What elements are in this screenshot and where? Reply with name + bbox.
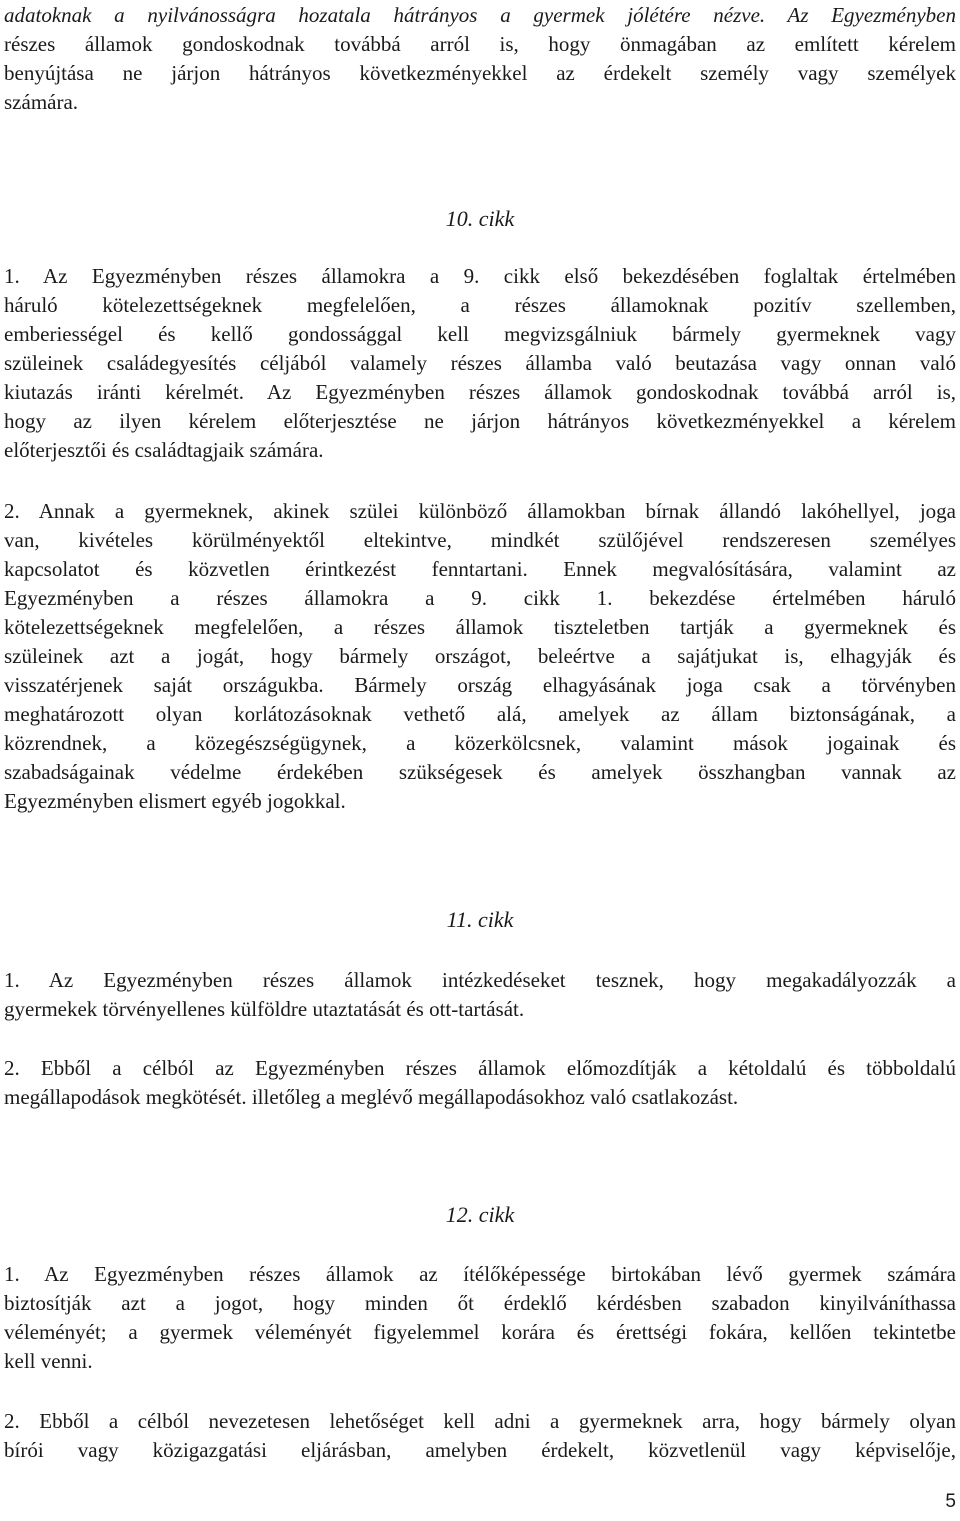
text-line: szabadságainak védelme érdekében szükségesek és amelyek összhangban vannak az bbox=[4, 760, 956, 784]
text-line: gyermekek törvényellenes külföldre utaztatását és ott-tartását. bbox=[4, 997, 525, 1021]
text-line: 2. Ebből a célból az Egyezményben részes államok előmozdítják a kétoldalú és többoldalú bbox=[4, 1056, 956, 1080]
text-line: 1. Az Egyezményben részes államok intézkedéseket tesznek, hogy megakadályozzák a bbox=[4, 968, 956, 992]
text-line: közrendnek, a közegészségügynek, a közerkölcsnek, valamint mások jogainak és bbox=[4, 731, 956, 755]
text-line: véleményét; a gyermek véleményét figyelemmel korára és érettségi fokára, kellően tekintetbe bbox=[4, 1320, 956, 1344]
document-page bbox=[4, 0, 956, 1521]
text-line: bírói vagy közigazgatási eljárásban, amelyben érdekelt, közvetlenül vagy képviselője, bbox=[4, 1438, 956, 1462]
text-line: van, kivételes körülményektől eltekintve, mindkét szülőjével rendszeresen személyes bbox=[4, 528, 956, 552]
text-line: biztosítják azt a jogot, hogy minden őt érdeklő kérdésben szabadon kinyilváníthassa bbox=[4, 1291, 956, 1315]
text-line: Egyezményben a részes államokra a 9. cikk 1. bekezdése értelmében háruló bbox=[4, 586, 956, 610]
text-line: meghatározott olyan korlátozásoknak vethető alá, amelyek az állam biztonságának, a bbox=[4, 702, 956, 726]
text-line: adatoknak a nyilvánosságra hozatala hátrányos a gyermek jólétére nézve. Az Egyezményben bbox=[4, 3, 956, 27]
text-line: megállapodások megkötését. illetőleg a meglévő megállapodásokhoz való csatlakozást. bbox=[4, 1085, 739, 1109]
text-line: Egyezményben elismert egyéb jogokkal. bbox=[4, 789, 346, 813]
text-line: szüleinek azt a jogát, hogy bármely országot, beleértve a sajátjukat is, elhagyják és bbox=[4, 644, 956, 668]
text-line: számára. bbox=[4, 90, 79, 114]
text-line: kiutazás iránti kérelmét. Az Egyezményben részes államok gondoskodnak továbbá arról is, bbox=[4, 380, 956, 404]
text-line: 2. Ebből a célból nevezetesen lehetőséget kell adni a gyermeknek arra, hogy bármely olyan bbox=[4, 1409, 956, 1433]
text-line: 1. Az Egyezményben részes államok az ítélőképessége birtokában lévő gyermek számára bbox=[4, 1262, 956, 1286]
text-line: kötelezettségeknek megfelelően, a részes államok tiszteletben tartják a gyermeknek és bbox=[4, 615, 956, 639]
article-heading-10: 10. cikk bbox=[445, 206, 515, 231]
text-line: háruló kötelezettségeknek megfelelően, a részes államoknak pozitív szellemben, bbox=[4, 293, 956, 317]
text-line: emberiességel és kellő gondossággal kell megvizsgálniuk bármely gyermeknek vagy bbox=[4, 322, 956, 346]
text-line: kell venni. bbox=[4, 1349, 93, 1373]
text-line: szüleinek családegyesítés céljából valamely részes államba való beutazása vagy onnan való bbox=[4, 351, 956, 375]
article-heading-11: 11. cikk bbox=[446, 907, 514, 932]
text-line: 1. Az Egyezményben részes államokra a 9. cikk első bekezdésében foglaltak értelmében bbox=[4, 264, 956, 288]
text-line: hogy az ilyen kérelem előterjesztése ne járjon hátrányos következményekkel a kérelem bbox=[4, 409, 956, 433]
page-number: 5 bbox=[945, 1491, 956, 1512]
text-line: 2. Annak a gyermeknek, akinek szülei különböző államokban bírnak állandó lakóhellyel, joga bbox=[4, 499, 956, 523]
text-line: kapcsolatot és közvetlen érintkezést fenntartani. Ennek megvalósítására, valamint az bbox=[4, 557, 956, 581]
text-line: előterjesztői és családtagjaik számára. bbox=[4, 438, 324, 462]
article-heading-12: 12. cikk bbox=[445, 1202, 515, 1227]
text-line: benyújtása ne járjon hátrányos következményekkel az érdekelt személy vagy személyek bbox=[4, 61, 956, 85]
text-line: visszatérjenek saját országukba. Bármely ország elhagyásának joga csak a törvényben bbox=[4, 673, 956, 697]
text-line: részes államok gondoskodnak továbbá arról is, hogy önmagában az említett kérelem bbox=[4, 32, 956, 56]
